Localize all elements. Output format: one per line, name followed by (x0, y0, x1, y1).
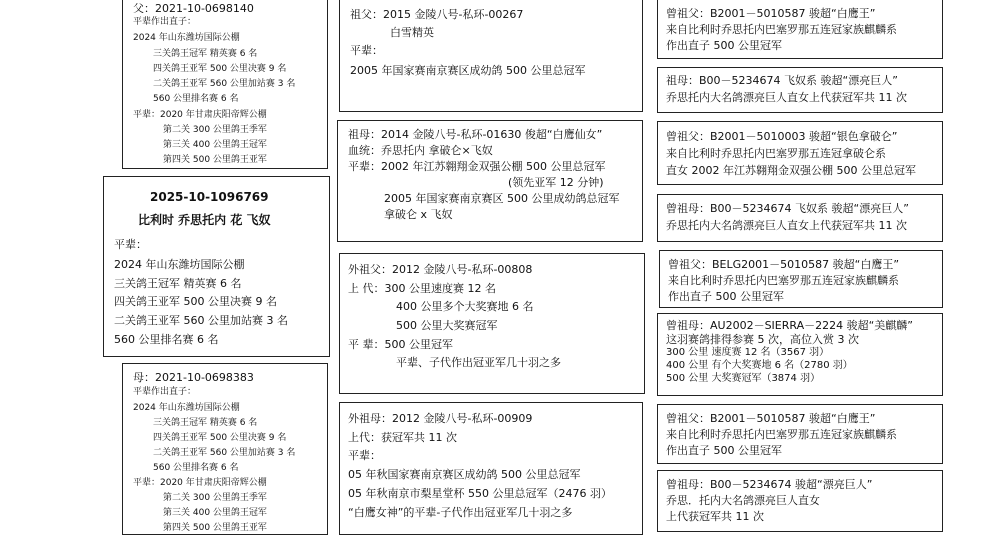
grandparent-line: 上代：获冠军共 11 次 (348, 431, 457, 444)
great-grandparent-line: 400 公里 有个大奖赛地 6 名（2780 羽） (666, 360, 853, 371)
subject-box (103, 176, 330, 357)
grandparent-line: 血统：乔思托内 拿破仑×飞奴 (348, 144, 493, 157)
mother-line: 平辈：2020 年甘肃庆阳帝辉公棚 (133, 478, 267, 488)
great-grandparent-box (657, 0, 943, 59)
grandparent-line: 上 代：300 公里速度赛 12 名 (348, 282, 496, 295)
grandparent-line: 祖母：2014 金陵八号-私环-01630 俊超“白鹰仙女” (348, 128, 603, 141)
great-grandparent-box (657, 194, 943, 242)
grandparent-line: 2005 年国家赛南京赛区 500 公里成幼鸽总冠军 (384, 192, 620, 205)
great-grandparent-line: 作出直子 500 公里冠军 (668, 290, 784, 303)
mother-box (122, 363, 328, 535)
mother-line: 三关鸽王冠军 精英赛 6 名 (153, 418, 258, 428)
father-title: 父：2021-10-0698140 (133, 2, 254, 15)
great-grandparent-line: 来自比利时乔思托内巴塞罗那五连冠家族麒麟系 (666, 428, 897, 441)
great-grandparent-line: 曾祖父：B2001－5010587 骏超“白鹰王” (666, 412, 876, 425)
subject-line: 三关鸽王冠军 精英赛 6 名 (114, 277, 242, 290)
father-line: 平辈：2020 年甘肃庆阳帝辉公棚 (133, 110, 267, 120)
father-box (122, 0, 328, 169)
great-grandparent-box (657, 121, 943, 185)
father-line: 第二关 300 公里鸽王季军 (163, 125, 267, 135)
grandparent-line: (领先亚军 12 分钟) (508, 176, 604, 189)
great-grandparent-line: 乔思托内大名鸽漂亮巨人直女上代获冠军共 11 次 (666, 91, 907, 104)
great-grandparent-box (657, 67, 943, 113)
great-grandparent-line: 曾祖母：B00－5234674 骏超“漂亮巨人” (666, 478, 873, 491)
father-line: 二关鸽王亚军 560 公里加站赛 3 名 (153, 79, 296, 89)
great-grandparent-line: 作出直子 500 公里冠军 (666, 444, 782, 457)
grandparent-line: 平 辈：500 公里冠军 (348, 338, 453, 351)
father-line: 三关鸽王冠军 精英赛 6 名 (153, 49, 258, 59)
mother-line: 平辈作出直子： (133, 387, 197, 397)
subject-ring: 2025-10-1096769 (150, 190, 269, 204)
mother-line: 二关鸽王亚军 560 公里加站赛 3 名 (153, 448, 296, 458)
maternal-grandmother-box (339, 402, 643, 535)
grandparent-line: “白鹰女神”的平辈-子代作出冠亚军几十羽之多 (348, 506, 573, 519)
mother-line: 560 公里排名赛 6 名 (153, 463, 239, 473)
subject-siblings-label: 平辈： (114, 238, 147, 251)
grandparent-line: 白雪精英 (390, 26, 434, 39)
subject-name: 比利时 乔思托内 花 飞奴 (138, 213, 271, 227)
father-line: 四关鸽王亚军 500 公里决赛 9 名 (153, 64, 287, 74)
great-grandparent-line: 祖母：B00－5234674 飞奴系 骏超“漂亮巨人” (666, 74, 898, 87)
grandparent-line: 500 公里大奖赛冠军 (396, 319, 498, 332)
great-grandparent-line: 这羽赛鸽排得参赛 5 次，高位入赏 3 次 (666, 333, 859, 346)
mother-line: 2024 年山东潍坊国际公棚 (133, 403, 240, 413)
great-grandparent-line: 作出直子 500 公里冠军 (666, 39, 782, 52)
great-grandparent-line: 来自比利时乔思托内巴塞罗那五连冠家族麒麟系 (668, 274, 899, 287)
grandparent-line: 平辈： (350, 44, 383, 57)
grandparent-line: 外祖父：2012 金陵八号-私环-00808 (348, 263, 533, 276)
mother-line: 第二关 300 公里鸽王季军 (163, 493, 267, 503)
grandparent-line: 400 公里多个大奖赛地 6 名 (396, 300, 534, 313)
great-grandparent-line: 乔思．托内大名鸽漂亮巨人直女 (666, 494, 820, 507)
great-grandparent-box (657, 404, 943, 464)
grandparent-line: 2005 年国家赛南京赛区成幼鸽 500 公里总冠军 (350, 64, 586, 77)
grandparent-line: 平辈：2002 年江苏翱翔金双强公棚 500 公里总冠军 (348, 160, 606, 173)
great-grandparent-box (657, 470, 943, 532)
mother-line: 第四关 500 公里鸽王亚军 (163, 523, 267, 533)
great-grandparent-box (657, 313, 943, 396)
great-grandparent-line: 来自比利时乔思托内巴塞罗那五连冠家族麒麟系 (666, 23, 897, 36)
mother-title: 母：2021-10-0698383 (133, 371, 254, 384)
maternal-grandfather-box (339, 253, 645, 394)
paternal-grandmother-box (337, 120, 643, 242)
great-grandparent-line: 来自比利时乔思托内巴塞罗那五连冠拿破仑系 (666, 147, 886, 160)
grandparent-line: 平辈、子代作出冠亚军几十羽之多 (396, 356, 561, 369)
subject-line: 二关鸽王亚军 560 公里加站赛 3 名 (114, 314, 288, 327)
father-line: 平辈作出直子： (133, 17, 197, 27)
grandparent-line: 平辈： (348, 449, 381, 462)
great-grandparent-line: 300 公里 速度赛 12 名（3567 羽） (666, 347, 830, 358)
great-grandparent-line: 500 公里 大奖赛冠军（3874 羽） (666, 373, 821, 384)
great-grandparent-line: 乔思托内大名鸽漂亮巨人直女上代获冠军共 11 次 (666, 219, 907, 232)
grandparent-line: 05 年秋国家赛南京赛区成幼鸽 500 公里总冠军 (348, 468, 581, 481)
subject-line: 四关鸽王亚军 500 公里决赛 9 名 (114, 295, 277, 308)
great-grandparent-line: 曾祖父：BELG2001－5010587 骏超“白鹰王” (668, 258, 900, 271)
grandparent-line: 祖父：2015 金陵八号-私环-00267 (350, 8, 524, 21)
great-grandparent-box (659, 250, 943, 308)
subject-line: 2024 年山东潍坊国际公棚 (114, 258, 245, 271)
great-grandparent-line: 上代获冠军共 11 次 (666, 510, 764, 523)
great-grandparent-line: 直女 2002 年江苏翱翔金双强公棚 500 公里总冠军 (666, 164, 916, 177)
grandparent-line: 05 年秋南京市梨星堂杯 550 公里总冠军（2476 羽） (348, 487, 612, 500)
subject-line: 560 公里排名赛 6 名 (114, 333, 219, 346)
great-grandparent-line: 曾祖母：B00－5234674 飞奴系 骏超“漂亮巨人” (666, 202, 909, 215)
great-grandparent-line: 曾祖父：B2001－5010003 骏超“银色拿破仑” (666, 130, 898, 143)
mother-line: 第三关 400 公里鸽王冠军 (163, 508, 267, 518)
father-line: 第四关 500 公里鸽王亚军 (163, 155, 267, 165)
father-line: 560 公里排名赛 6 名 (153, 94, 239, 104)
great-grandparent-line: 曾祖父：B2001－5010587 骏超“白鹰王” (666, 7, 876, 20)
paternal-grandfather-box (339, 0, 643, 112)
father-line: 第三关 400 公里鸽王冠军 (163, 140, 267, 150)
mother-line: 四关鸽王亚军 500 公里决赛 9 名 (153, 433, 287, 443)
great-grandparent-line: 曾祖母：AU2002－SIERRA－2224 骏超“美麒麟” (666, 319, 913, 332)
grandparent-line: 拿破仑 x 飞奴 (384, 208, 453, 221)
father-line: 2024 年山东潍坊国际公棚 (133, 33, 240, 43)
grandparent-line: 外祖母：2012 金陵八号-私环-00909 (348, 412, 533, 425)
